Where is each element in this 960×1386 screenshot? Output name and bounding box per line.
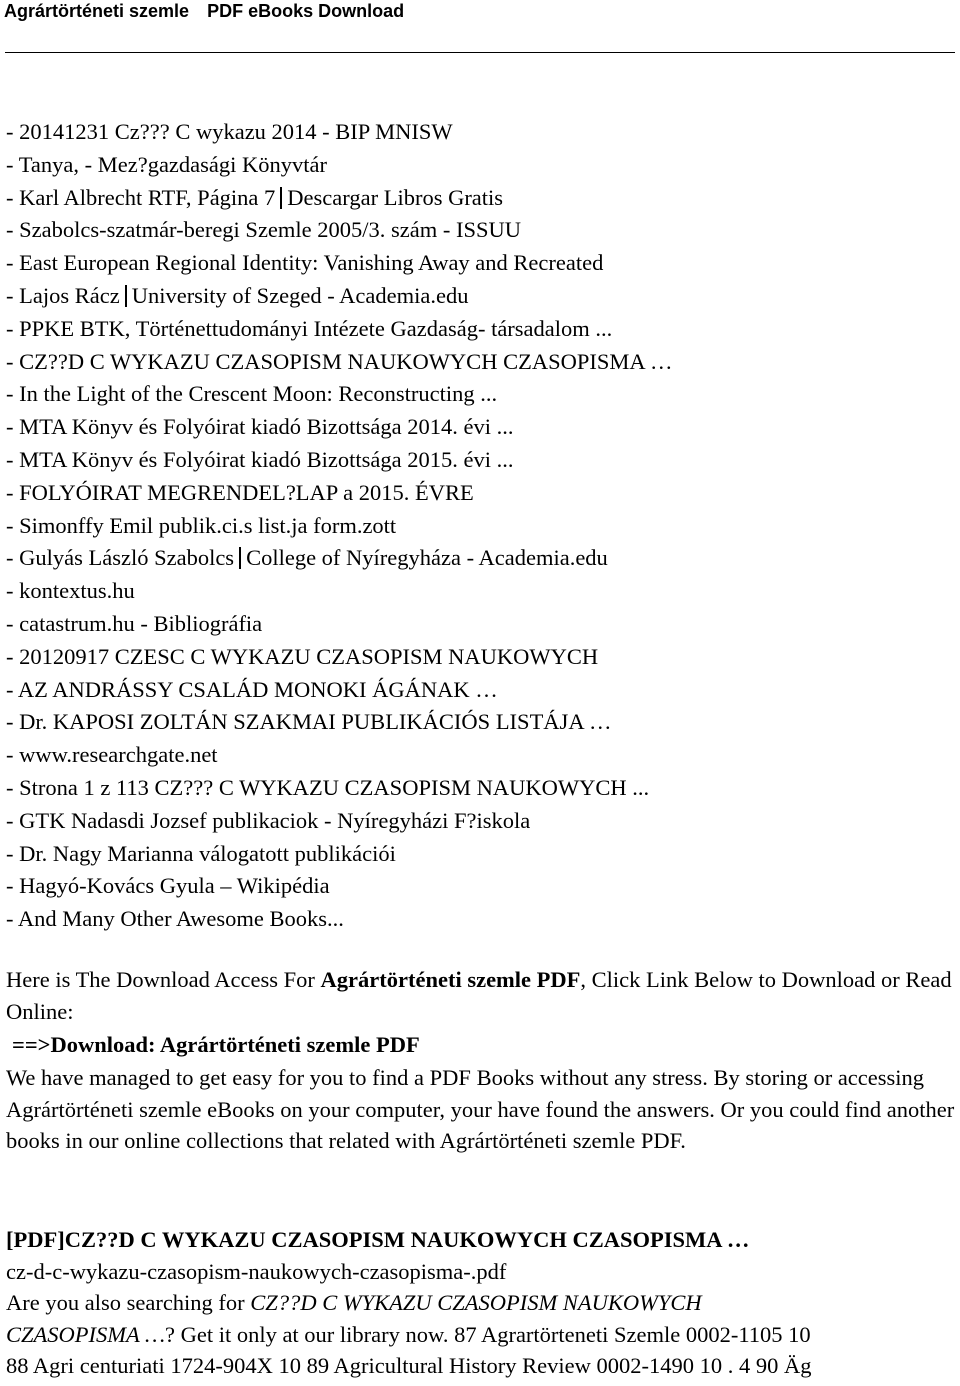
page-header xyxy=(4,0,404,22)
separator-bar xyxy=(280,187,282,209)
list-item[interactable]: - In the Light of the Crescent Moon: Reconstructing ... xyxy=(6,381,498,407)
result-snippet: 88 Agri centuriati 1724-904X 10 89 Agricultural History Review 0002-1490 10 . 4 90 Äg xyxy=(6,1353,812,1379)
list-item[interactable]: - Tanya, - Mez?gazdasági Könyvtár xyxy=(6,151,327,177)
list-item[interactable]: - Simonffy Emil publik.ci.s list.ja form.zott xyxy=(6,512,397,538)
list-item[interactable]: - Hagyó-Kovács Gyula – Wikipédia xyxy=(6,873,330,899)
separator-bar xyxy=(239,547,241,569)
list-item[interactable]: - 20120917 CZESC C WYKAZU CZASOPISM NAUKOWYCH xyxy=(6,643,599,669)
list-item[interactable]: - Strona 1 z 113 CZ??? C WYKAZU CZASOPISM NAUKOWYCH ... xyxy=(6,774,650,800)
list-item[interactable]: - kontextus.hu xyxy=(6,578,135,604)
list-item[interactable]: - Dr. Nagy Marianna válogatott publikációi xyxy=(6,840,396,866)
list-item[interactable]: - Karl Albrecht RTF, Página 7 Descargar Libros Gratis xyxy=(6,184,504,210)
list-item[interactable]: - AZ ANDRÁSSY CSALÁD MONOKI ÁGÁNAK … xyxy=(6,676,498,702)
intro-suffix: , Click Link Below to Download or Read Online: xyxy=(6,967,952,1024)
list-item[interactable]: - And Many Other Awesome Books... xyxy=(6,906,344,932)
list-item[interactable]: - East European Regional Identity: Vanishing Away and Recreated xyxy=(6,250,604,276)
result-filename: cz-d-c-wykazu-czasopism-naukowych-czasopisma-.pdf xyxy=(6,1258,507,1284)
intro-prefix: Here is The Download Access For xyxy=(6,967,321,992)
download-link-line xyxy=(6,1029,960,1061)
list-item[interactable]: - Dr. KAPOSI ZOLTÁN SZAKMAI PUBLIKÁCIÓS LISTÁJA … xyxy=(6,709,612,735)
list-item[interactable]: - CZ??D C WYKAZU CZASOPISM NAUKOWYCH CZASOPISMA … xyxy=(6,348,673,374)
searching-title-line2: CZASOPISMA … xyxy=(6,1321,165,1347)
searching-suffix: ? Get it only at our library now. 87 Agrartörteneti Szemle 0002-1105 10 xyxy=(164,1321,811,1347)
list-item[interactable]: - PPKE BTK, Történettudományi Intézete Gazdaság- társadalom ... xyxy=(6,315,613,341)
site-title[interactable]: Agrártörténeti szemle xyxy=(4,1,190,21)
result-title[interactable]: [PDF]CZ??D C WYKAZU CZASOPISM NAUKOWYCH CZASOPISMA … xyxy=(6,1227,750,1252)
related-books-list xyxy=(6,116,956,936)
list-item[interactable]: - catastrum.hu - Bibliográfia xyxy=(6,610,263,636)
intro-title: Agrártörténeti szemle PDF xyxy=(320,967,581,992)
description-paragraph: We have managed to get easy for you to find a PDF Books without any stress. By storing or accessing Agrártörténeti szemle eBooks on your computer, your have found the answers. Or you could find another books in our online collections that related with Agrártörténeti szemle PDF. xyxy=(6,1065,955,1154)
list-item[interactable]: - MTA Könyv és Folyóirat kiadó Bizottsága 2015. évi ... xyxy=(6,446,514,472)
list-item[interactable]: - GTK Nadasdi Jozsef publikaciok - Nyíregyházi F?iskola xyxy=(6,807,531,833)
list-item[interactable]: - Lajos Rácz University of Szeged - Academia.edu xyxy=(6,282,469,308)
list-item[interactable]: - Gulyás László Szabolcs College of Nyíregyháza - Academia.edu xyxy=(6,545,608,571)
searching-title-line1: CZ??D C WYKAZU CZASOPISM NAUKOWYCH xyxy=(250,1290,702,1316)
site-subtitle[interactable]: PDF eBooks Download xyxy=(207,1,405,21)
list-item[interactable]: - 20141231 Cz??? C wykazu 2014 - BIP MNISW xyxy=(6,119,453,144)
list-item[interactable]: - Szabolcs-szatmár-beregi Szemle 2005/3. szám - ISSUU xyxy=(6,217,522,243)
separator-bar xyxy=(125,285,127,307)
list-item[interactable]: - www.researchgate.net xyxy=(6,742,218,768)
search-result xyxy=(6,1224,956,1382)
header-divider xyxy=(5,52,955,53)
searching-prefix: Are you also searching for xyxy=(6,1290,251,1316)
download-link[interactable]: ==>Download: Agrártörténeti szemle PDF xyxy=(12,1032,420,1057)
download-intro xyxy=(6,964,956,1027)
list-item[interactable]: - FOLYÓIRAT MEGRENDEL?LAP a 2015. ÉVRE xyxy=(6,479,474,505)
list-item[interactable]: - MTA Könyv és Folyóirat kiadó Bizottsága 2014. évi ... xyxy=(6,414,514,440)
